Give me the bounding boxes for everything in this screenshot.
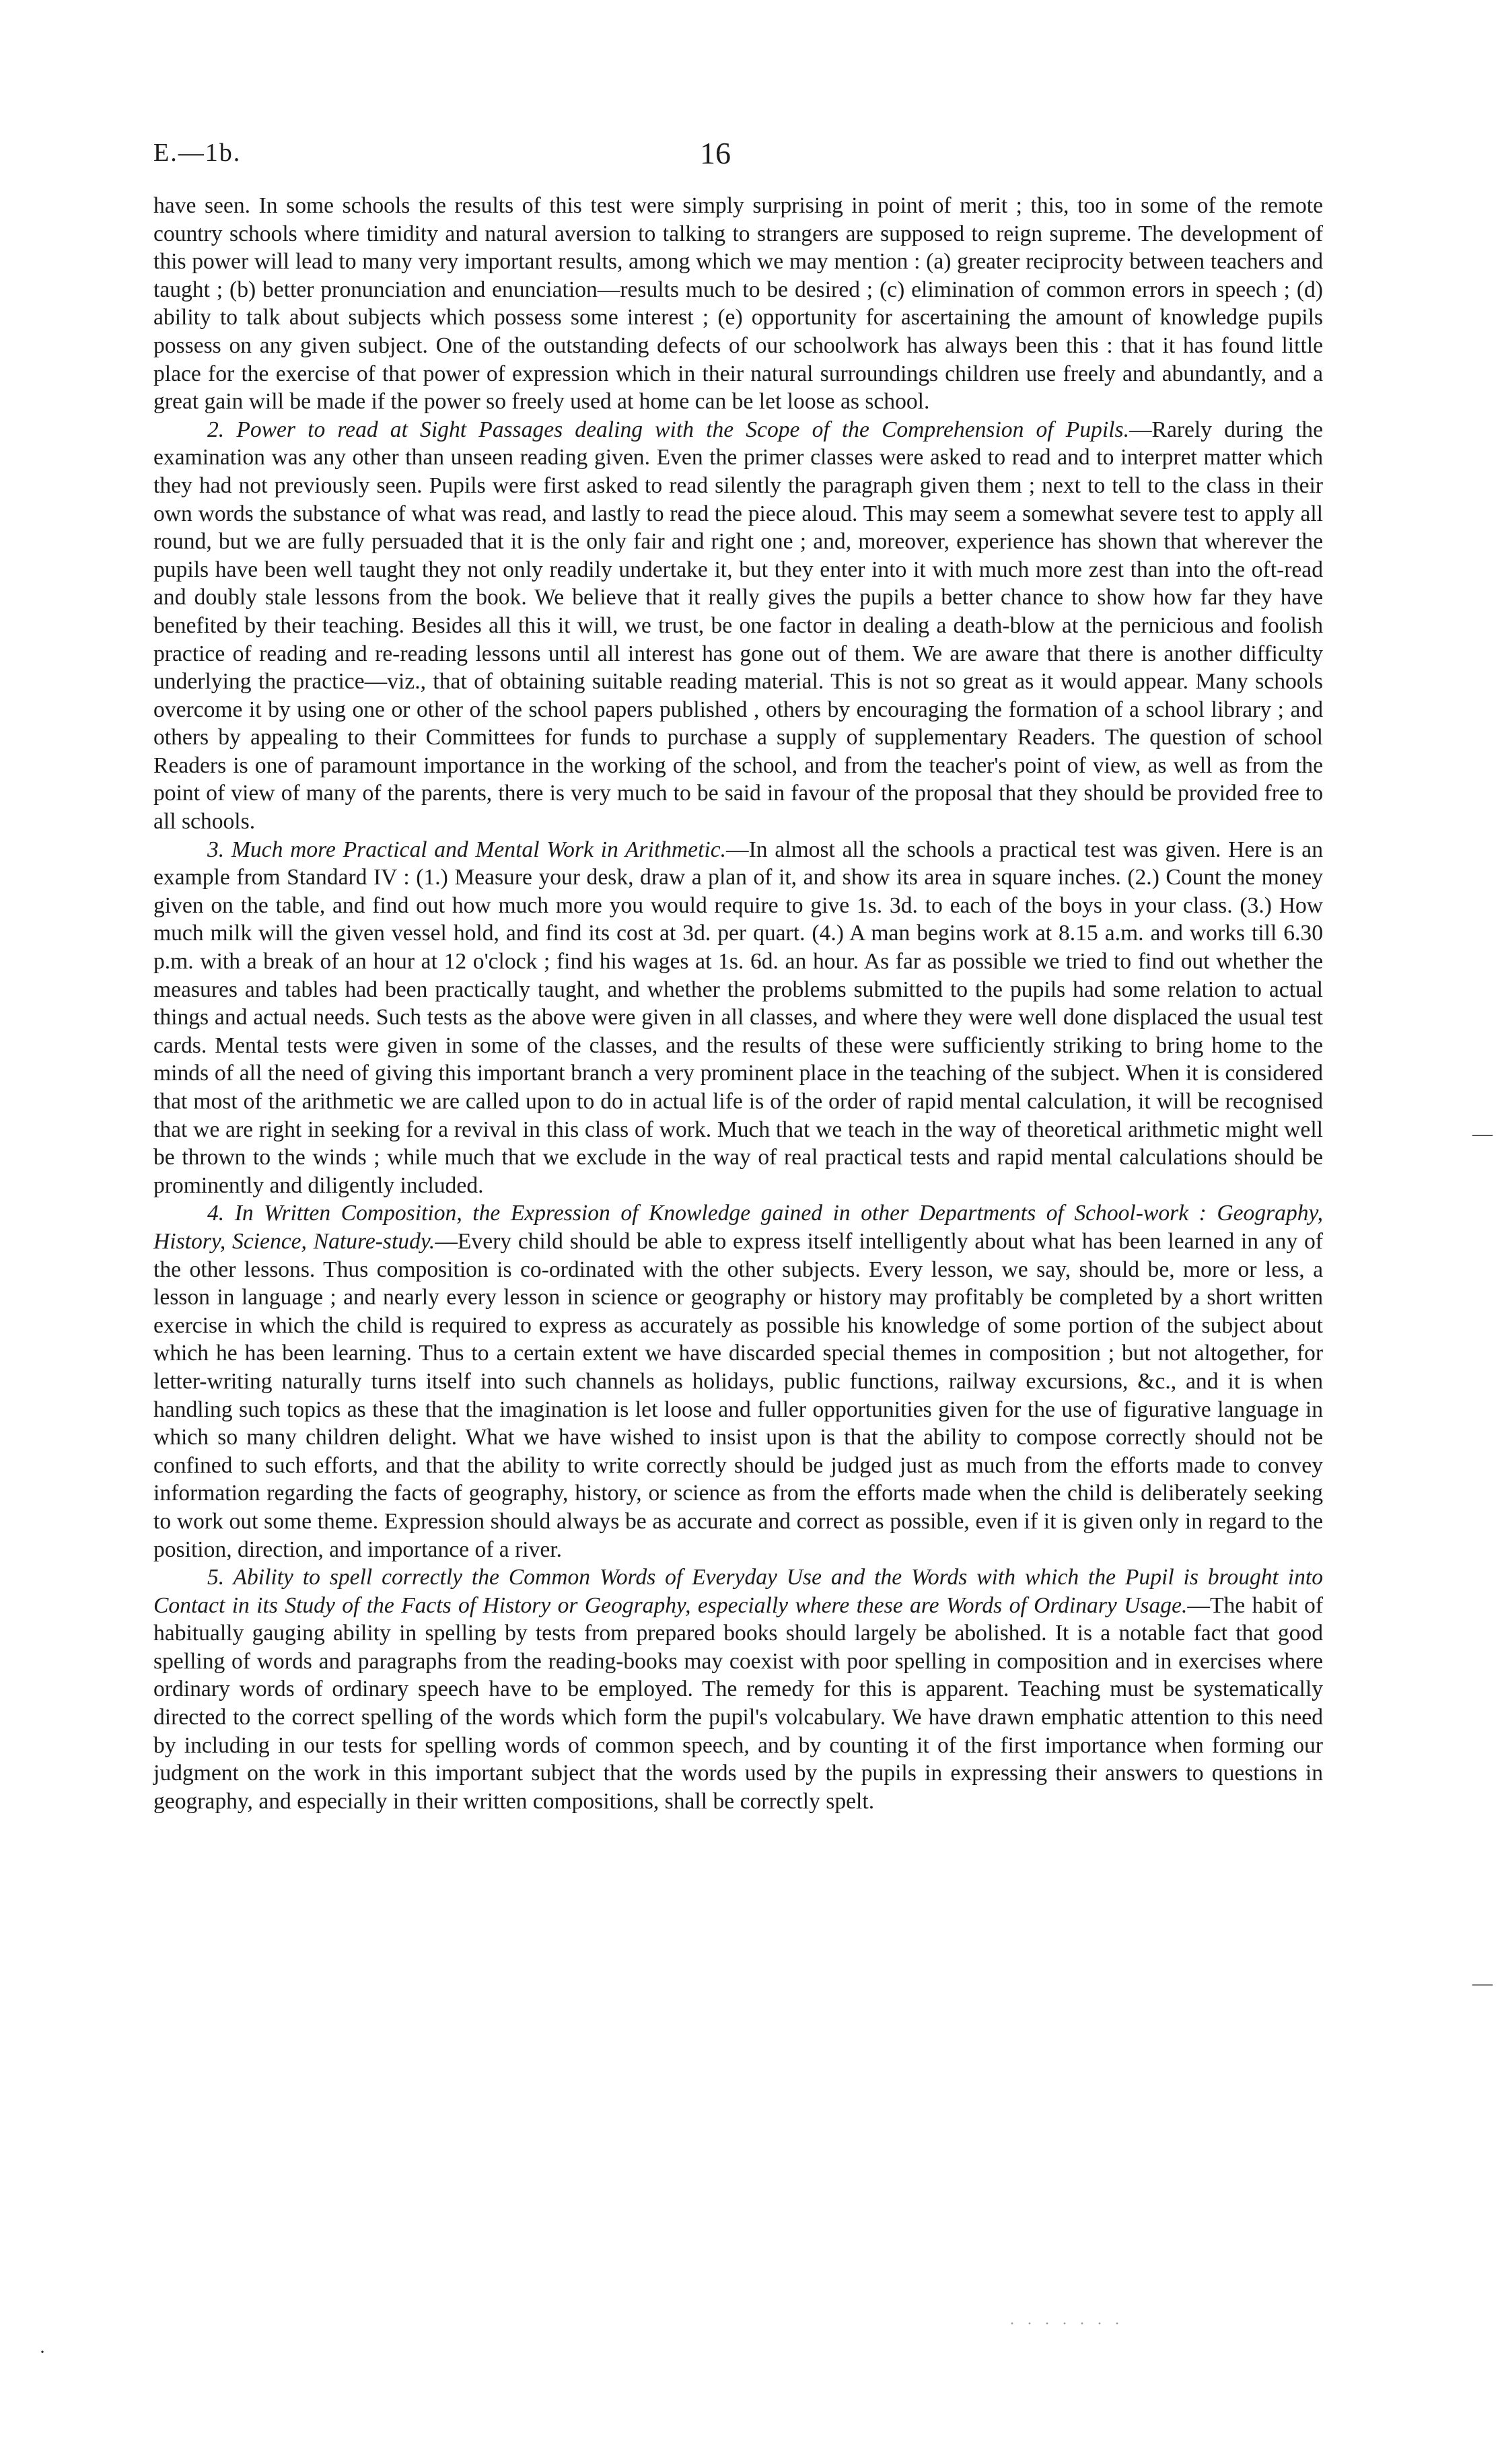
paragraph-sight-reading bbox=[153, 416, 1323, 836]
paragraph-text: have seen. In some schools the results of this test were simply surprising in point of merit ; this, too in some of the remote country schools where timidity and natural aversion to talking to strangers are supposed to reign supreme. The development of this power will lead to many very important results, among which we may mention : (a) greater reciprocity between teachers and taught ; (b) better pronunciation and enunciation—results much to be desired ; (c) elimination of common errors in speech ; (d) ability to talk about subjects which possess some interest ; (e) opportunity for ascertaining the amount of knowledge pupils possess on any given subject. One of the outstanding defects of our schoolwork has always been this : that it has found little place for the exercise of that power of expression which in their natural surroundings children use freely and abundantly, and a great gain will be made if the power so freely used at home can be let loose as school. bbox=[153, 193, 1323, 415]
paragraph-text: —In almost all the schools a practical test was given. Here is an example from Standard IV : (1.) Measure your desk, draw a plan of it, and show its area in square inches. (2.) Count the money given on the table, and find out how much more you would require to give 1s. 3d. to each of the boys in your class. (3.) How much milk will the given vessel hold, and find its cost at 3d. per quart. (4.) A man begins work at 8.15 a.m. and works till 6.30 p.m. with a break of an hour at 12 o'clock ; find his wages at 1s. 6d. an hour. As far as possible we tried to find out whether the measures and tables had been practically taught, and whether the problems submitted to the pupils had some relation to actual things and actual needs. Such tests as the above were given in all classes, and where they were well done displaced the usual test cards. Mental tests were given in some of the classes, and the results of these were sufficiently striking to bring home to the minds of all the need of giving this important branch a very prominent place in the teaching of the subject. When it is considered that most of the arithmetic we are called upon to do in actual life is of the order of rapid mental calculation, it will be recognised that we are right in seeking for a revival in this class of work. Much that we teach in the way of theoretical arithmetic might well be thrown to the winds ; while much that we exclude in the way of real practical tests and rapid mental calculations should be prominently and diligently included. bbox=[153, 837, 1323, 1198]
scan-speckle: · · · · · · · bbox=[1009, 2315, 1124, 2333]
margin-mark: — bbox=[1472, 1123, 1493, 1145]
paragraph-spelling bbox=[153, 1563, 1323, 1815]
paragraph-text: —The habit of habitually gauging ability in spelling by tests from prepared books should largely be abolished. It is a notable fact that good spelling of words and paragraphs from the reading-books may coexist with poor spelling in composition and in exercises where ordinary words of ordinary speech have to be employed. The remedy for this is apparent. Teaching must be systematically directed to the correct spelling of the words which form the pupil's volcabulary. We have drawn emphatic attention to this need by including in our tests for spelling words of common speech, and by counting it of the first importance when forming our judgment on the work in this important subject that the words used by the pupils in expressing their answers to questions in geography, and especially in their written compositions, shall be correctly spelt. bbox=[153, 1592, 1323, 1814]
page-header bbox=[153, 138, 1300, 178]
paragraph-heading: 2. Power to read at Sight Passages dealing with the Scope of the Comprehension of Pupils. bbox=[207, 417, 1129, 442]
paragraph-text: —Every child should be able to express itself intelligently about what has been learned in any of the other lessons. Thus composition is co-ordinated with the other subjects. Every lesson, we say, should be, more or less, a lesson in language ; and nearly every lesson in science or geography or history may profitably be completed by a short written exercise in which the child is required to express as accurately as possible his knowledge of some portion of the subject about which he has been learning. Thus to a certain extent we have discarded special themes in composition ; but not altogether, for letter-writing naturally turns itself into such channels as holidays, public functions, railway excursions, &c., and it is when handling such topics as these that the imagination is let loose and fuller opportunities given for the use of figurative language in which so many children delight. What we have wished to insist upon is that the ability to compose correctly should not be confined to such efforts, and that the ability to write correctly should be judged just as much from the efforts made to convey information regarding the facts of geography, history, or science as from the efforts made when the child is deliberately seeking to work out some theme. Expression should always be as accurate and correct as possible, even if it is given only in regard to the position, direction, and importance of a river. bbox=[153, 1228, 1323, 1562]
paragraph-heading: 4. In Written Composition, the Expression of Knowledge gained in other Departments of School-work : Geography, History, Science, Nature-study. bbox=[153, 1201, 1323, 1254]
paragraph-continuation bbox=[153, 192, 1323, 416]
paragraph-composition bbox=[153, 1199, 1323, 1563]
margin-mark: · bbox=[39, 2341, 46, 2363]
paragraph-heading: 3. Much more Practical and Mental Work in Arithmetic. bbox=[207, 837, 727, 862]
paragraph-text: —Rarely during the examination was any other than unseen reading given. Even the primer classes were asked to read and to interpret matter which they had not previously seen. Pupils were first asked to read silently the paragraph given them ; next to tell to the class in their own words the substance of what was read, and lastly to read the piece aloud. This may seem a somewhat severe test to apply all round, but we are fully persuaded that it is the only fair and right one ; and, moreover, experience has shown that wherever the pupils have been well taught they not only readily undertake it, but they enter into it with much more zest than into the oft-read and doubly stale lessons from the book. We believe that it really gives the pupils a better chance to show how far they have benefited by their teaching. Besides all this it will, we trust, be one factor in dealing a death-blow at the pernicious and foolish practice of reading and re-reading lessons until all interest has gone out of them. We are aware that there is another difficulty underlying the practice—viz., that of obtaining suitable reading material. This is not so great as it would appear. Many schools overcome it by using one or other of the school papers published , others by encouraging the formation of a school library ; and others by appealing to their Committees for funds to purchase a supply of supplementary Readers. The question of school Readers is one of paramount importance in the working of the school, and from the teacher's point of view, as well as from the point of view of many of the parents, there is very much to be said in favour of the proposal that they should be provided free to all schools. bbox=[153, 417, 1323, 835]
paragraph-arithmetic bbox=[153, 836, 1323, 1200]
margin-mark: — bbox=[1472, 1972, 1493, 1994]
paragraph-heading: 5. Ability to spell correctly the Common Words of Everyday Use and the Words with which the Pupil is brought into Contact in its Study of the Facts of History or Geography, especially where these are Words of Ordinary Usage. bbox=[153, 1565, 1323, 1618]
document-reference: E.—1b. bbox=[153, 139, 242, 167]
page-number: 16 bbox=[700, 136, 731, 170]
body-text bbox=[153, 192, 1323, 1815]
